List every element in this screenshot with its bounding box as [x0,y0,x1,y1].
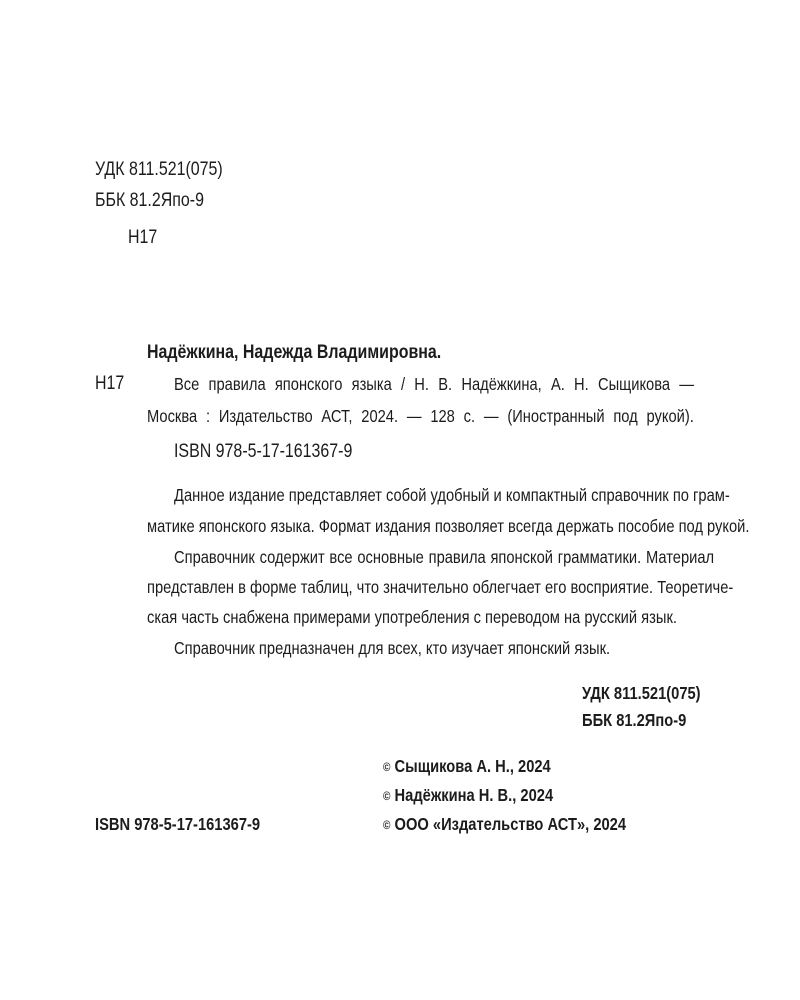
copyright-line [383,812,626,838]
copyright-holder: ООО «Издательство АСТ», 2024 [394,814,627,834]
copyright-holder: Сыщикова А. Н., 2024 [394,756,551,776]
author-mark: Н17 [128,227,158,248]
bibliography-author-mark: Н17 [95,373,125,394]
annotation-line: Справочник содержит все основные правила японской грамматики. Материал [174,547,715,567]
udk-code-bottom: УДК 811.521(075) [582,683,701,703]
annotation-line: Справочник предназначен для всех, кто изучает японский язык. [174,638,611,658]
copyright-sign: © [383,818,391,832]
copyright-line [383,783,553,809]
bbk-code: ББК 81.2Япо-9 [95,190,204,211]
udk-code: УДК 811.521(075) [95,159,223,180]
isbn-footer: ISBN 978-5-17-161367-9 [95,814,261,834]
copyright-line [383,754,551,780]
bibliography-title: Все правила японского языка / Н. В. Надёжкина, А. Н. Сыщикова — [174,374,694,394]
annotation-line: ская часть снабжена примерами употребления с переводом на русский язык. [147,607,677,627]
annotation-line: матике японского языка. Формат издания позволяет всегда держать пособие под рукой. [147,516,750,536]
copyright-sign: © [383,760,391,774]
bibliography-isbn: ISBN 978-5-17-161367-9 [174,441,353,462]
bibliography-publisher: Москва : Издательство АСТ, 2024. — 128 с. — (Иностранный под рукой). [147,406,694,426]
bbk-code-bottom: ББК 81.2Япо-9 [582,710,687,730]
annotation-line: представлен в форме таблиц, что значительно облегчает его восприятие. Теоретиче- [147,577,734,597]
copyright-sign: © [383,789,391,803]
annotation-line: Данное издание представляет собой удобный и компактный справочник по грам- [174,485,730,505]
copyright-holder: Надёжкина Н. В., 2024 [394,785,554,805]
bibliography-author: Надёжкина, Надежда Владимировна. [147,342,442,363]
